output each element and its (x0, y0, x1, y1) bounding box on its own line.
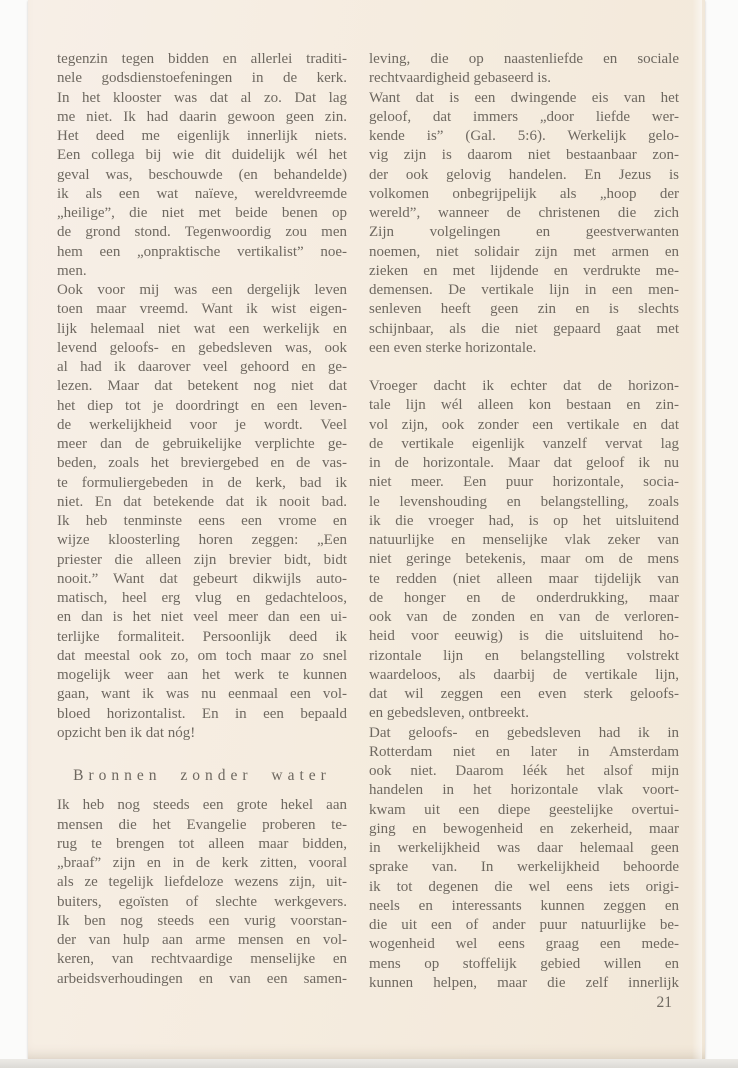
text-line: tegenzin tegen bidden en allerlei traditi- (57, 51, 347, 67)
text-line: hem een „onpraktische vertikalist” noe- (57, 243, 347, 260)
text-line: de grond stond. Tegenwoordig zou men (57, 224, 347, 241)
text-line: Zijn volgelingen en geestverwanten (369, 224, 679, 241)
text-line: beden, zoals het breviergebed en de vas- (57, 455, 347, 472)
text-line: buiters, egoïsten of slechte werkgevers. (57, 893, 347, 910)
text-line: in werkelijkheid was daar helemaal geen (369, 840, 679, 856)
text-line: de honger en de onderdrukking, maar (369, 589, 679, 606)
text-line: matisch, heel erg vlug en gedachteloos, (57, 590, 347, 606)
text-line: bloed horizontalist. En in een bepaald (57, 705, 347, 722)
text-line: vig zijn is daarom niet bestaanbaar zon- (369, 147, 679, 164)
text-line: Ook voor mij was een dergelijk leven (57, 282, 347, 298)
text-line: geval was, beschouwde (en behandelde) (57, 166, 347, 183)
text-line: tale lijn wél alleen kon bestaan en zin- (369, 397, 679, 414)
text-line: een even sterke horizontale. (369, 339, 537, 356)
text-line: lezen. Maar dat betekent nog niet dat (57, 378, 347, 395)
text-line: ik die vroeger had, is op het uitsluitend (369, 512, 679, 529)
text-line: senleven heeft geen zin en is slechts (369, 301, 679, 318)
text-line: te formuliergebeden in de kerk, bad ik (57, 474, 347, 491)
text-line: In het klooster was dat al zo. Dat lag (57, 89, 347, 106)
text-line: de vertikale eigenlijk vanzelf vervat lag (369, 435, 679, 452)
text-line: waardeloos, als daarbij de vertikale lijn, (369, 666, 679, 683)
text-line: demensen. De vertikale lijn in een men- (369, 282, 679, 298)
text-line: en dan is het niet veel meer dan een ui- (57, 609, 347, 626)
text-line: terlijke formaliteit. Persoonlijk deed ik (57, 628, 347, 645)
text-line: de werkelijkheid voor je wordt. Veel (57, 416, 347, 433)
text-line: rechtvaardigheid gebaseerd is. (369, 70, 551, 87)
text-line: noemen, niet solidair zijn met armen en (369, 243, 679, 260)
text-line: niet geringe betekenis, maar om de mens (369, 551, 679, 568)
text-line: in de horizontale. Maar dat geloof ik nu (369, 455, 679, 471)
text-line: nele godsdienstoefeningen in de kerk. (57, 70, 347, 87)
text-line: kende is” (Gal. 5:6). Werkelijk gelo- (369, 128, 679, 144)
text-line: schijnbaar, als die niet gepaard gaat met (369, 320, 679, 337)
text-line: opzicht ben ik dat nóg! (57, 724, 196, 741)
text-line: toen maar vreemd. Want ik wist eigen- (57, 301, 347, 318)
text-line: mens op stoffelijk gebied willen en (369, 955, 679, 972)
text-line: geloof, dat immers „door liefde wer- (369, 108, 679, 125)
text-line: me niet. Ik had daarin gewoon geen zin. (57, 108, 347, 125)
text-line: niet meer. Een puur horizontale, socia- (369, 474, 679, 491)
text-line: men. (57, 262, 87, 279)
paragraph (369, 377, 679, 724)
text-line: sprake van. In werkelijkheid behoorde (369, 859, 679, 876)
left-text-column (57, 50, 347, 993)
text-line: dat wil zeggen een even sterk geloofs- (369, 686, 679, 702)
scan-bottom-edge (0, 1059, 738, 1068)
text-line: Dat geloofs- en gebedsleven had ik in (369, 724, 679, 741)
text-line: „heilige”, die niet met beide benen op (57, 205, 347, 221)
paragraph (57, 796, 347, 989)
paper-right-edge-highlight (692, 0, 702, 1059)
text-line: arbeidsverhoudingen en van een samen- (57, 970, 347, 987)
text-line: der ook gelovig handelen. En Jezus is (369, 166, 679, 183)
text-line: Rotterdam niet en later in Amsterdam (369, 743, 679, 760)
text-line: het diep tot je doordringt en een leven- (57, 397, 347, 414)
text-line: ook niet. Daarom léék het alsof mijn (369, 763, 679, 779)
text-line: mogelijk weer aan het werk te kunnen (57, 667, 347, 683)
text-line: vol zijn, ook zonder een vertikale en dat (369, 416, 679, 433)
text-line: rug te brengen tot alleen maar bidden, (57, 835, 347, 852)
text-line: leving, die op naastenliefde en sociale (369, 51, 679, 67)
paragraph (369, 50, 679, 89)
right-text-column (369, 50, 679, 993)
text-line: ik tot degenen die wel eens iets origi- (369, 878, 679, 895)
text-line: neels en interessants kunnen zeggen en (369, 897, 679, 914)
text-line: Ik ben nog steeds een vurig voorstan- (57, 912, 347, 929)
text-line: kunnen helpen, maar die zelf innerlijk (369, 974, 679, 991)
text-line: gaan, want ik was nu eenmaal een vol- (57, 686, 347, 703)
paragraph (57, 281, 347, 743)
text-line: te redden (niet alleen maar tijdelijk van (369, 570, 679, 587)
text-line: Vroeger dacht ik echter dat de horizon- (369, 378, 679, 394)
text-line: le levenshouding en belangstelling, zoals (369, 493, 679, 510)
text-line: meer dan de gebruikelijke verplichte ge- (57, 436, 347, 452)
text-line: heid voor eeuwig) is die uitsluitend ho- (369, 628, 679, 645)
paragraph (57, 50, 347, 281)
text-line: als ze tegelijk liefdeloze wezens zijn, uit- (57, 874, 347, 891)
text-line: keren, van rechtvaardige menselijke en (57, 951, 347, 968)
section-heading: Bronnen zonder water (73, 767, 331, 784)
text-line: al had ik daarover veel gehoord en ge- (57, 359, 347, 375)
paragraph (369, 89, 679, 359)
text-line: dat meestal ook zo, om toch maar zo snel (57, 647, 347, 664)
text-line: der van hulp aan arme mensen en vol- (57, 932, 347, 948)
paragraph (369, 724, 679, 994)
text-line: die uit een of ander puur natuurlijke be- (369, 917, 679, 933)
page-number: 21 (656, 994, 672, 1011)
text-line: kwam uit een diepe geestelijke overtui- (369, 801, 679, 818)
text-line: Ik heb tenminste eens een vrome en (57, 513, 347, 529)
text-line: natuurlijke en menselijke vlak zeker van (369, 532, 679, 548)
text-line: handelen in het horizontale vlak voort- (369, 782, 679, 799)
text-line: Een collega bij wie dit duidelijk wél het (57, 147, 347, 164)
text-line: rizontale lijn en belangstelling volstrekt (369, 647, 679, 664)
text-line: priester die alleen zijn brevier bidt, bidt (57, 551, 347, 568)
text-line: volkomen onbegrijpelijk als „hoop der (369, 185, 679, 202)
book-page-paper (28, 0, 705, 1059)
text-line: Want dat is een dwingende eis van het (369, 89, 679, 106)
text-line: niet. En dat betekende dat ik nooit bad. (57, 493, 347, 510)
text-line: lijk helemaal niet wat een werkelijk en (57, 320, 347, 337)
text-line: en gebedsleven, ontbreekt. (369, 705, 529, 722)
text-line: levend geloofs- en gebedsleven was, ook (57, 339, 347, 356)
text-line: „braaf” zijn en in de kerk zitten, vooral (57, 855, 347, 871)
text-line: Ik heb nog steeds een grote hekel aan (57, 797, 347, 814)
text-line: mensen die het Evangelie proberen te- (57, 816, 347, 833)
text-block (57, 50, 679, 993)
text-line: ik als een wat naïeve, wereldvreemde (57, 185, 347, 202)
text-line: wogenheid wel eens graag een mede- (369, 936, 679, 953)
text-line: Het deed me eigenlijk innerlijk niets. (57, 128, 347, 144)
text-line: wereld”, wanneer de christenen die zich (369, 205, 679, 221)
text-line: wijze kloosterling horen zeggen: „Een (57, 532, 347, 549)
text-line: ging en bewogenheid en zekerheid, maar (369, 820, 679, 837)
text-line: zieken en met lijdende en verdrukte me- (369, 262, 679, 279)
text-line: ook van de zonden en van de verloren- (369, 609, 679, 625)
text-line: nooit.” Want dat gebeurt dikwijls auto- (57, 570, 347, 587)
